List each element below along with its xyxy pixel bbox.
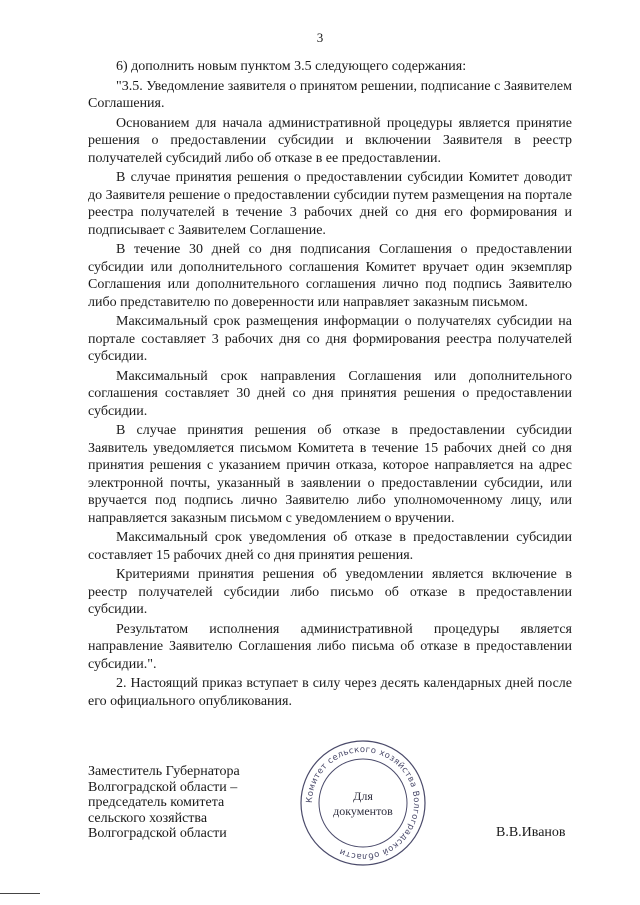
- signatory-title-line: председатель комитета: [88, 795, 225, 810]
- signatory-title: [88, 764, 268, 842]
- signatory-title-line: Заместитель Губернатора: [88, 764, 240, 779]
- signer-name: В.В.Иванов: [496, 825, 566, 840]
- document-body: [88, 58, 572, 712]
- paragraph-effective-date: 2. Настоящий приказ вступает в силу через десять календарных дней после его официального опубликования.: [88, 676, 572, 709]
- stamp-center-line1: Для: [353, 789, 373, 803]
- signatory-title-line: Волгоградской области –: [88, 779, 238, 795]
- paragraph-max-placement-term: Максимальный срок размещения информации о получателях субсидии на портале составляет 3 рабочих дня со дня формирования реестра получателей субсидии.: [88, 314, 572, 364]
- paragraph-delivery: В течение 30 дней со дня подписания Соглашения о предоставлении субсидии или дополнительного соглашения Комитет вручает один экземпляр Соглашения или дополнительного соглашения лично под подпись Заявителю либо представителю по доверенности или направляет заказным письмом.: [88, 242, 572, 310]
- official-stamp: [298, 738, 428, 868]
- stamp-ring-text: Комитет сельского хозяйства Волгоградской области: [304, 744, 422, 862]
- paragraph-approval: В случае принятия решения о предоставлении субсидии Комитет доводит до Заявителя решение о предоставлении субсидии путем размещения на портале реестра получателей в течение 3 рабочих дней со дня его формирования и подписывает с Заявителем Соглашение.: [88, 170, 572, 238]
- paragraph-basis: Основанием для начала административной процедуры является принятие решения о предоставлении субсидии и включении Заявителя в реестр получателей субсидий либо об отказе в ее предоставлении.: [88, 115, 572, 166]
- paragraph-max-refusal-term: Максимальный срок уведомления об отказе в предоставлении субсидии составляет 15 рабочих дней со дня принятия решения.: [88, 530, 572, 563]
- paragraph-refusal: В случае принятия решения об отказе в предоставлении субсидии Заявитель уведомляется письмом Комитета в течение 15 рабочих дней со дня принятия решения с указанием причин отказа, которое направляется на адрес электронной почты, указанный в заявлении о предоставлении субсидии, или вручается под подпись лично Заявителю либо уполномоченному лицу, или направляется заказным письмом с уведомлением о вручении.: [88, 423, 572, 526]
- paragraph-max-agreement-term: Максимальный срок направления Соглашения или дополнительного соглашения составляет 30 дней со дня принятия решения о предоставлении субсидии.: [88, 368, 572, 419]
- paragraph-criteria: Критериями принятия решения об уведомлении является включение в реестр получателей субсидии либо письмо об отказе в предоставлении субсидии.: [88, 567, 572, 617]
- paragraph-amendment-intro: 6) дополнить новым пунктом 3.5 следующего содержания:: [116, 59, 467, 74]
- signatory-title-line: сельского хозяйства: [88, 810, 208, 826]
- signatory-title-line: Волгоградской области: [88, 826, 227, 841]
- paragraph-section-title: "3.5. Уведомление заявителя о принятом решении, подписание с Заявителем Соглашения.: [88, 78, 572, 111]
- paragraph-result: Результатом исполнения административной процедуры является направление Заявителю Соглашения либо письма об отказе в предоставлении субсидии.".: [88, 621, 572, 672]
- page-number: 3: [316, 30, 324, 45]
- stamp-center-line2: документов: [333, 804, 393, 818]
- footer-divider: [0, 893, 40, 894]
